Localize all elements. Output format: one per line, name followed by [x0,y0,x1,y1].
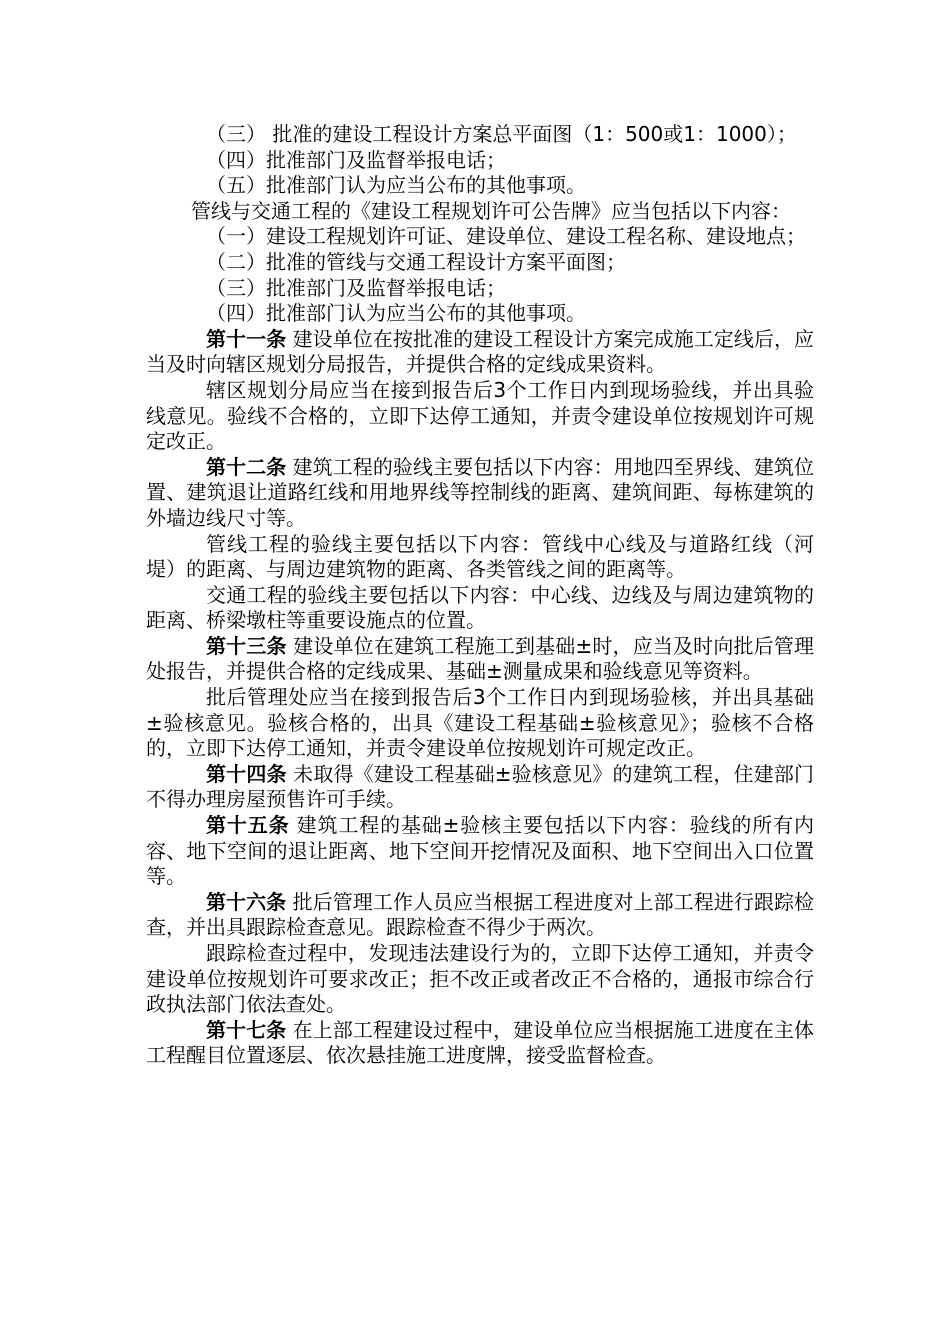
item-3-supervision-phone: （三）批准部门及监督举报电话； [206,275,506,300]
article-16-para-2: 跟踪检查过程中，发现违法建设行为的，立即下达停工通知，并责令建设单位按规划许可要求改正；拒不改正或者改正不合格的，通报市综合行政执法部门依法查处。 [146,941,814,1017]
item-5-other-matters: （五）批准部门认为应当公布的其他事项。 [206,173,586,198]
article-14: 第十四条 未取得《建设工程基础±验核意见》的建筑工程，住建部门不得办理房屋预售许可手续。 [146,761,814,812]
article-11-title: 第十一条 [206,326,287,351]
article-11: 第十一条 建设单位在按批准的建设工程设计方案完成施工定线后，应当及时向辖区规划分局报告，并提供合格的定线成果资料。 [146,326,814,377]
article-16: 第十六条 批后管理工作人员应当根据工程进度对上部工程进行跟踪检查，并出具跟踪检查意见。跟踪检查不得少于两次。 [146,889,814,940]
article-13: 第十三条 建设单位在建筑工程施工到基础±时，应当及时向批后管理处报告，并提供合格的定线成果、基础±测量成果和验线意见等资料。 [146,633,814,684]
item-2-pipeline-plan: （二）批准的管线与交通工程设计方案平面图； [206,249,626,274]
pipeline-board-intro: 管线与交通工程的《建设工程规划许可公告牌》应当包括以下内容： [191,198,791,223]
item-4-supervision-phone: （四）批准部门及监督举报电话； [206,147,506,172]
item-4-other-matters: （四）批准部门认为应当公布的其他事项。 [206,301,586,326]
article-16-title: 第十六条 [206,889,287,914]
article-12-title: 第十二条 [206,454,287,479]
article-15: 第十五条 建筑工程的基础±验核主要包括以下内容：验线的所有内容、地下空间的退让距离、地下空间开挖情况及面积、地下空间出入口位置等。 [146,813,814,889]
article-13-para-2: 批后管理处应当在接到报告后3个工作日内到现场验核，并出具基础±验核意见。验核合格的，出具《建设工程基础±验核意见》；验核不合格的，立即下达停工通知，并责令建设单位按规划许可规定改正。 [146,685,814,761]
article-14-title: 第十四条 [206,761,287,786]
article-13-title: 第十三条 [206,633,287,658]
article-12: 第十二条 建筑工程的验线主要包括以下内容：用地四至界线、建筑位置、建筑退让道路红线和用地界线等控制线的距离、建筑间距、每栋建筑的外墙边线尺寸等。 [146,454,814,530]
item-3-general-plan: （三） 批准的建设工程设计方案总平面图（1：500或1：1000）； [206,122,797,146]
article-12-para-2: 管线工程的验线主要包括以下内容：管线中心线及与道路红线（河堤）的距离、与周边建筑物的距离、各类管线之间的距离等。 [146,531,814,582]
item-1-permit-info: （一）建设工程规划许可证、建设单位、建设工程名称、建设地点； [206,224,806,249]
article-15-title: 第十五条 [206,813,290,838]
article-12-para-3: 交通工程的验线主要包括以下内容：中心线、边线及与周边建筑物的距离、桥梁墩柱等重要设施点的位置。 [146,582,814,633]
document-page [146,122,814,1069]
article-11-para-2: 辖区规划分局应当在接到报告后3个工作日内到现场验线，并出具验线意见。验线不合格的，立即下达停工通知，并责令建设单位按规划许可规定改正。 [146,377,814,454]
article-17: 第十七条 在上部工程建设过程中，建设单位应当根据施工进度在主体工程醒目位置逐层、依次悬挂施工进度牌，接受监督检查。 [146,1017,814,1068]
article-17-title: 第十七条 [206,1017,287,1042]
